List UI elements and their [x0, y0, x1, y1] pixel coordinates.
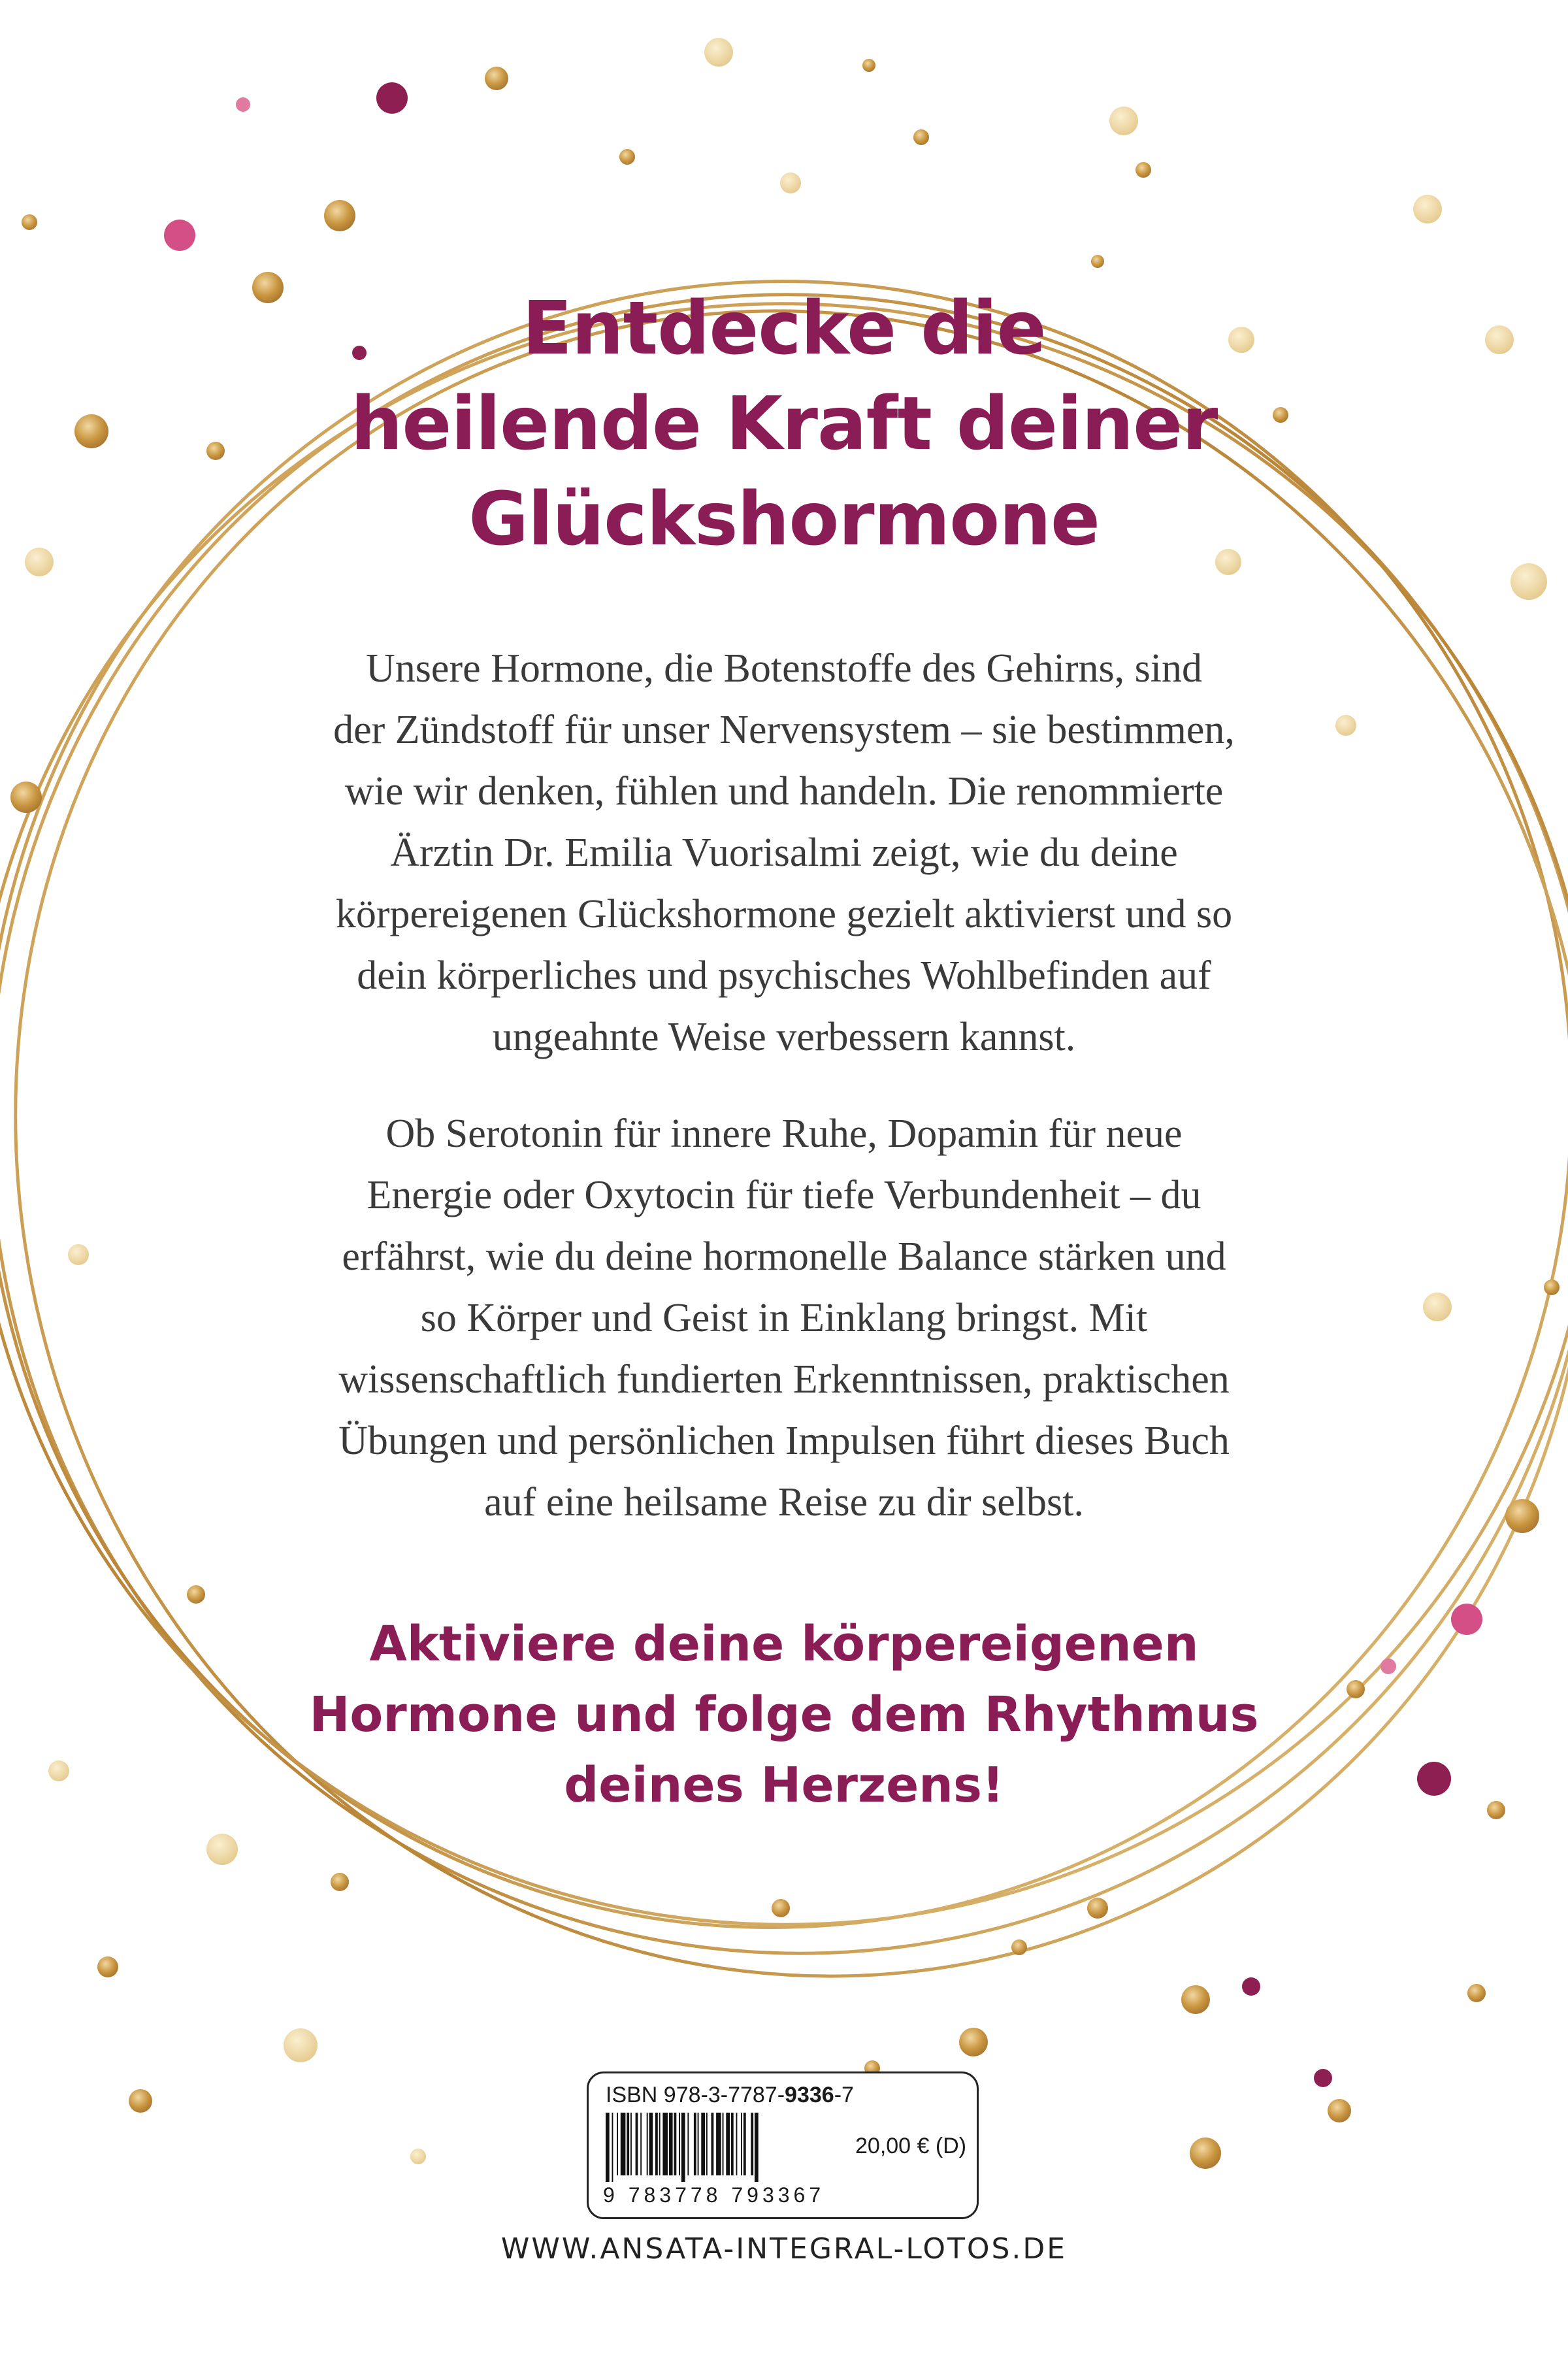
decorative-dot: [1511, 563, 1547, 600]
barcode-bar: [701, 2113, 705, 2175]
tagline-line: Aktiviere deine körpereigenen: [369, 1616, 1199, 1672]
barcode-bar: [711, 2113, 714, 2175]
barcode-bar: [674, 2113, 677, 2175]
decorative-dot: [780, 173, 801, 193]
barcode-bar: [655, 2113, 658, 2175]
decorative-dot: [1135, 162, 1151, 178]
decorative-dot: [68, 1244, 89, 1265]
barcode-bar: [630, 2113, 632, 2175]
barcode-bar: [627, 2113, 629, 2175]
decorative-dot: [10, 782, 42, 813]
decorative-dot: [704, 38, 733, 67]
decorative-dot: [236, 97, 250, 112]
decorative-dot: [959, 2028, 988, 2056]
price: 20,00 € (D): [855, 2134, 967, 2158]
barcode-bar: [659, 2113, 661, 2175]
decorative-dot: [1190, 2137, 1221, 2169]
barcode-bar: [606, 2113, 610, 2182]
decorative-dot: [1314, 2069, 1332, 2087]
decorative-dot: [1423, 1293, 1452, 1321]
decorative-dot: [772, 1899, 790, 1917]
decorative-dot: [913, 129, 929, 145]
closing-tagline: [0, 1609, 1568, 1821]
decorative-dot: [1109, 107, 1138, 135]
barcode-bar: [736, 2113, 738, 2175]
text-line: dein körperliches und psychisches Wohlbefinden auf: [357, 953, 1211, 998]
text-line: Ärztin Dr. Emilia Vuorisalmi zeigt, wie du deine: [390, 831, 1178, 875]
isbn-suffix: -7: [834, 2083, 854, 2107]
decorative-dot: [1242, 1977, 1260, 1996]
decorative-dot: [619, 149, 635, 165]
barcode-bar: [741, 2113, 742, 2175]
headline-line: heilende Kraft deiner: [350, 382, 1218, 467]
decorative-dot: [129, 2089, 152, 2113]
decorative-dot: [187, 1585, 205, 1604]
barcode-bar: [694, 2113, 696, 2175]
barcode-bar: [706, 2113, 708, 2175]
barcode-bar: [687, 2113, 689, 2175]
decorative-dot: [1544, 1279, 1560, 1295]
barcode-bar: [662, 2113, 668, 2175]
isbn-label: [606, 2083, 854, 2108]
decorative-dot: [1505, 1499, 1539, 1533]
text-line: wissenschaftlich fundierten Erkenntnissen, praktischen: [338, 1357, 1230, 1402]
decorative-dot: [410, 2149, 426, 2164]
barcode-icon: [606, 2113, 847, 2182]
decorative-dot: [331, 1873, 349, 1891]
barcode-bar: [755, 2113, 759, 2182]
description-paragraph-2: [196, 1103, 1372, 1533]
text-line: ungeahnte Weise verbessern kannst.: [492, 1015, 1076, 1059]
description-paragraph-1: [196, 638, 1372, 1068]
barcode-bar: [612, 2113, 613, 2182]
text-line: auf eine heilsame Reise zu dir selbst.: [484, 1480, 1084, 1525]
decorative-dot: [1328, 2099, 1351, 2122]
barcode-bar: [649, 2113, 653, 2175]
decorative-dot: [1413, 195, 1442, 223]
barcode-bar: [726, 2113, 730, 2175]
barcode-bar: [681, 2113, 685, 2182]
decorative-dot: [1091, 255, 1104, 268]
text-line: Energie oder Oxytocin für tiefe Verbundenheit – du: [367, 1173, 1201, 1217]
decorative-dot: [1181, 1985, 1210, 2014]
text-line: Unsere Hormone, die Botenstoffe des Gehirns, sind: [366, 646, 1202, 691]
decorative-dot: [376, 82, 408, 114]
barcode-bar: [679, 2113, 680, 2175]
barcode-bar: [698, 2113, 699, 2175]
barcode-bar: [723, 2113, 724, 2175]
headline: [0, 281, 1568, 567]
decorative-dot: [862, 59, 875, 72]
barcode-bar: [617, 2113, 618, 2175]
headline-line: Entdecke die: [522, 286, 1046, 371]
headline-line: Glückshormone: [468, 477, 1100, 562]
barcode-box: [587, 2071, 979, 2219]
isbn-prefix: ISBN 978-3-7787-: [606, 2083, 785, 2107]
barcode-bar: [647, 2113, 648, 2175]
barcode-bar: [716, 2113, 721, 2175]
website-url: WWW.ANSATA-INTEGRAL-LOTOS.DE: [500, 2232, 1068, 2266]
decorative-dot: [97, 1956, 118, 1977]
decorative-dot: [1087, 1898, 1108, 1919]
barcode-bar: [743, 2113, 746, 2175]
barcode-bar: [621, 2113, 626, 2175]
decorative-dot: [1011, 1939, 1027, 1955]
decorative-dot: [485, 67, 508, 90]
decorative-dot: [22, 214, 37, 230]
barcode-bar: [731, 2113, 734, 2175]
decorative-dot: [164, 220, 195, 251]
text-line: der Zündstoff für unser Nervensystem – sie bestimmen,: [333, 708, 1235, 752]
text-line: körpereigenen Glückshormone gezielt aktivierst und so: [335, 892, 1233, 936]
text-line: so Körper und Geist in Einklang bringst. Mit: [420, 1296, 1148, 1340]
decorative-dot: [206, 1834, 238, 1865]
decorative-dot: [284, 2028, 318, 2062]
tagline-line: Hormone und folge dem Rhythmus: [309, 1687, 1259, 1743]
barcode-bar: [669, 2113, 673, 2175]
text-line: Übungen und persönlichen Impulsen führt dieses Buch: [338, 1419, 1230, 1463]
decorative-dot: [324, 200, 355, 231]
isbn-bold: 9336: [785, 2083, 834, 2107]
barcode-bar: [636, 2113, 638, 2175]
barcode-bar: [640, 2113, 642, 2175]
text-line: wie wir denken, fühlen und handeln. Die renommierte: [344, 769, 1224, 814]
decorative-dot: [1467, 1984, 1486, 2002]
tagline-line: deines Herzens!: [564, 1757, 1004, 1813]
barcode-digits: 9 783778 793367: [603, 2183, 825, 2207]
text-line: erfährst, wie du deine hormonelle Balance stärken und: [342, 1234, 1226, 1279]
text-line: Ob Serotonin für innere Ruhe, Dopamin für neue: [385, 1112, 1183, 1156]
barcode-bar: [751, 2113, 753, 2175]
